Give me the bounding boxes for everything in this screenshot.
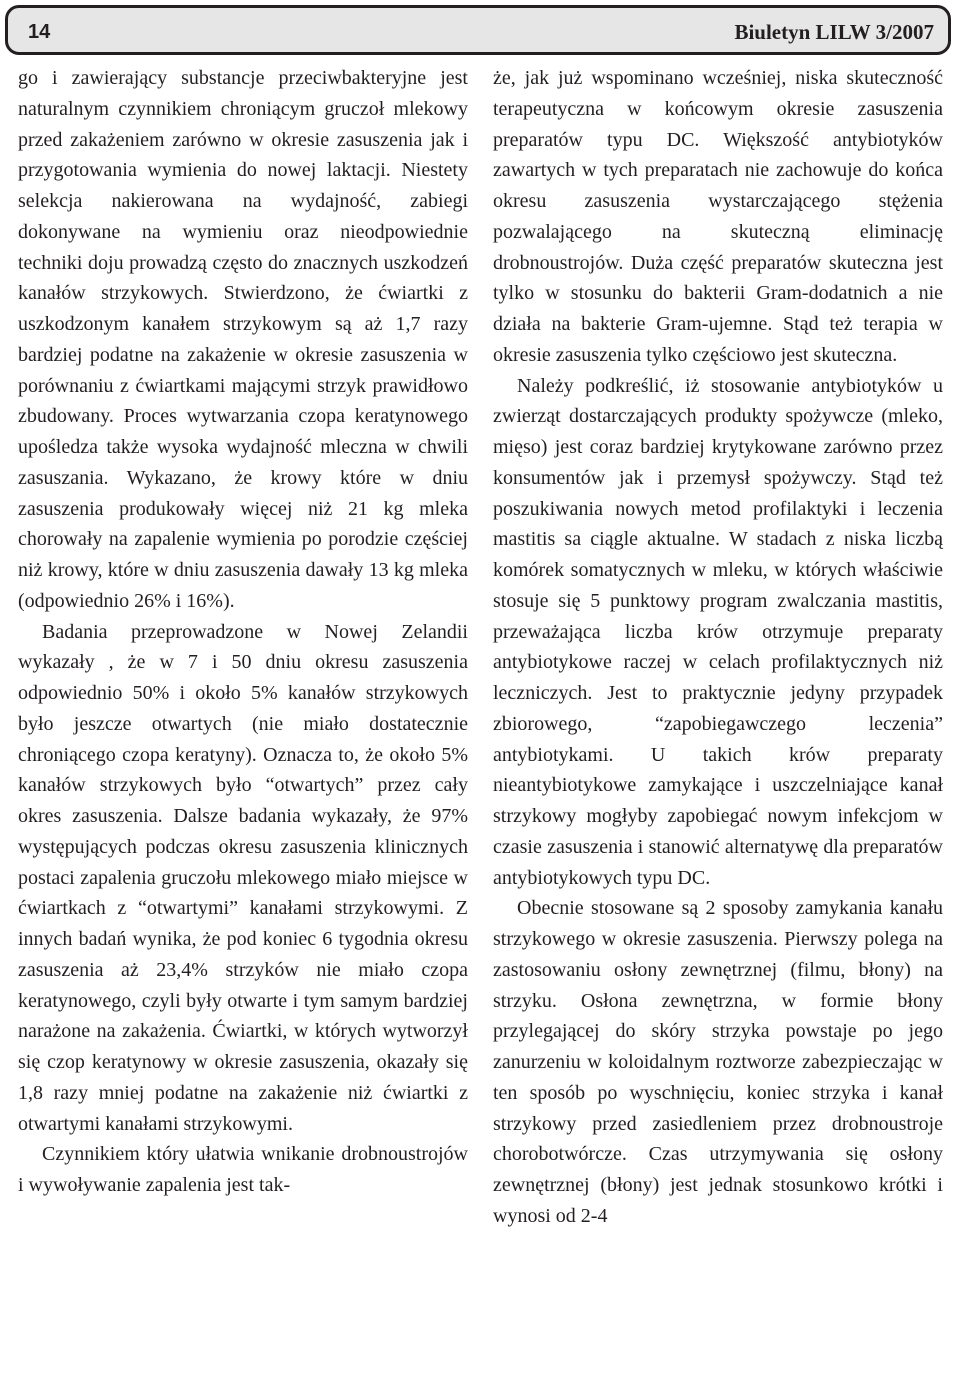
left-column xyxy=(18,63,468,1201)
left-paragraph-2: Badania przeprowadzone w Nowej Zelandii wykazały , że w 7 i 50 dniu okresu zasuszenia odpowiednio 50% i około 5% kanałów strzykowych było jeszcze otwartych (nie miało dostatecznie chroniącego czopa keratyny). Oznacza to, że około 5% kanałów strzykowych było “otwartych” przez cały okres zasuszenia. Dalsze badania wykazały, że 97% występujących podczas okresu zasuszenia klinicznych postaci zapalenia gruczołu mlekowego miało miejsce w ćwiartkach z “otwartymi” kanałami strzykowymi. Z innych badań wynika, że pod koniec 6 tygodnia okresu zasuszenia aż 23,4% strzyków nie miało czopa keratynowego, czyli były otwarte i tym samym bardziej narażone na zakażenia. Ćwiartki, w których wytworzył się czop keratynowy w okresie zasuszenia, okazały się 1,8 razy mniej podatne na zakażenie niż ćwiartki z otwartymi kanałami strzykowymi. xyxy=(18,620,468,1135)
right-column xyxy=(493,63,943,1232)
right-paragraph-1: że, jak już wspominano wcześniej, niska skuteczność terapeutyczna w końcowym okresie zasuszenia preparatów typu DC. Większość antybiotyków zawartych w tych preparatach nie zachowuje do końca okresu zasuszenia wystarczającego stężenia pozwalającego na skuteczną eliminację drobnoustrojów. Duża część preparatów skuteczna jest tylko w stosunku do bakterii Gram-dodatnich a nie działa na bakterie Gram-ujemne. Stąd też terapia w okresie zasuszenia tylko częściowo jest skuteczna. xyxy=(493,67,943,366)
left-paragraph-3: Czynnikiem który ułatwia wnikanie drobnoustrojów i wywoływanie zapalenia jest tak- xyxy=(18,1143,468,1196)
journal-title: Biuletyn LILW 3/2007 xyxy=(734,20,934,44)
right-paragraph-3: Obecnie stosowane są 2 sposoby zamykania kanału strzykowego w okresie zasuszenia. Pierwszy polega na zastosowaniu osłony zewnętrznej (filmu, błony) na strzyku. Osłona zewnętrzna, w formie błony przylegającej do skóry strzyka powstaje po jego zanurzeniu w koloidalnym roztworze zabezpieczając w ten sposób po wyschnięciu, koniec strzyka i kanał strzykowy przed zasiedleniem przez drobnoustroje chorobotwórcze. Czas utrzymywania się osłony zewnętrznej (błony) jest jednak stosunkowo krótki i wynosi od 2-4 xyxy=(493,897,943,1227)
page-number: 14 xyxy=(28,21,51,43)
page-header xyxy=(5,5,951,55)
right-paragraph-2: Należy podkreślić, iż stosowanie antybiotyków u zwierząt dostarczających produkty spożywcze (mleko, mięso) jest coraz bardziej krytykowane zarówno przez konsumentów jak i przemysł spożywczy. Stąd też poszukiwania nowych metod profilaktyki i leczenia mastitis sa ciągle aktualne. W stadach z niska liczbą komórek somatycznych w mleku, w których właściwie stosuje się 5 punktowy program zwalczania mastitis, przeważająca liczba krów otrzymuje preparaty antybiotykowe raczej w celach profilaktycznych niż leczniczych. Jest to praktycznie jedyny przypadek zbiorowego, “zapobiegawczego leczenia” antybiotykami. U takich krów preparaty nieantybiotykowe zamykające i uszczelniające kanał strzykowy mogłyby zapobiegać nowym infekcjom w czasie zasuszenia i stanowić alternatywę dla preparatów antybiotykowych typu DC. xyxy=(493,374,943,889)
left-paragraph-1: go i zawierający substancje przeciwbakteryjne jest naturalnym czynnikiem chroniącym gruczoł mlekowy przed zakażeniem zarówno w okresie zasuszenia jak i przygotowania wymienia do nowej laktacji. Niestety selekcja nakierowana na wydajność, zabiegi dokonywane na wymieniu oraz nieodpowiednie techniki doju prowadzą często do znacznych uszkodzeń kanałów strzykowych. Stwierdzono, że ćwiartki z uszkodzonym kanałem strzykowym są aż 1,7 razy bardziej podatne na zakażenie w okresie zasuszenia w porównaniu z ćwiartkami mającymi strzyk prawidłowo zbudowany. Proces wytwarzania czopa keratynowego upośledza także wysoka wydajność mleczna w chwili zasuszania. Wykazano, że krowy które w dniu zasuszenia produkowały więcej niż 21 kg mleka chorowały na zapalenie wymienia po porodzie częściej niż krowy, które w dniu zasuszenia dawały 13 kg mleka (odpowiednio 26% i 16%). xyxy=(18,67,468,612)
